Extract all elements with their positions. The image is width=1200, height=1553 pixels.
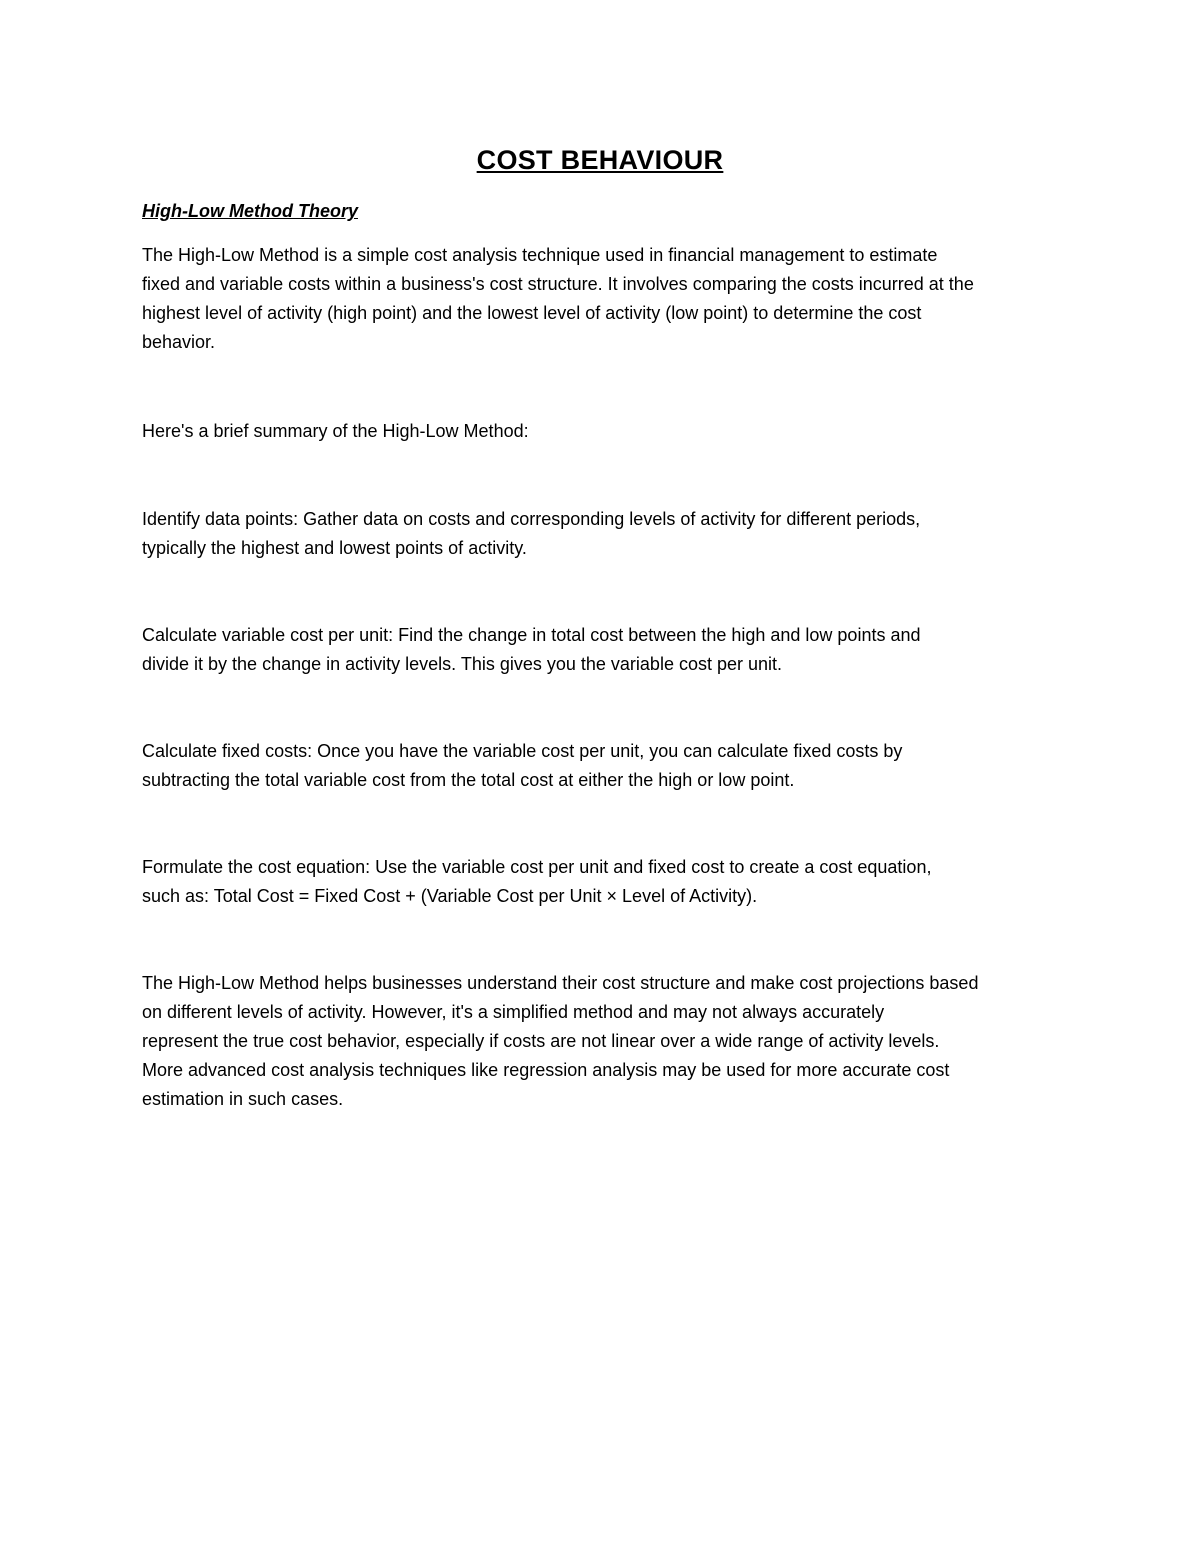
paragraph-line: subtracting the total variable cost from the total cost at either the high or low point.	[142, 770, 795, 790]
paragraph-cost-equation	[142, 853, 1072, 911]
paragraph-line: divide it by the change in activity levels. This gives you the variable cost per unit.	[142, 654, 783, 674]
paragraph-summary-intro	[142, 417, 1072, 446]
paragraph-line: fixed and variable costs within a business's cost structure. It involves comparing the costs incurred at the	[142, 274, 974, 294]
paragraph-line: highest level of activity (high point) and the lowest level of activity (low point) to determine the cost	[142, 303, 922, 323]
paragraph-line: More advanced cost analysis techniques like regression analysis may be used for more accurate cost	[142, 1060, 950, 1080]
paragraph-line: The High-Low Method is a simple cost analysis technique used in financial management to estimate	[142, 245, 938, 265]
document-title: COST BEHAVIOUR	[476, 145, 724, 175]
paragraph-line: Formulate the cost equation: Use the variable cost per unit and fixed cost to create a cost equation,	[142, 857, 932, 877]
paragraph-line: Calculate fixed costs: Once you have the variable cost per unit, you can calculate fixed costs by	[142, 741, 903, 761]
paragraph-introduction	[142, 241, 1072, 357]
paragraph-line: estimation in such cases.	[142, 1089, 344, 1109]
paragraph-conclusion	[142, 969, 1072, 1114]
paragraph-line: on different levels of activity. However, it's a simplified method and may not always accurately	[142, 1002, 885, 1022]
paragraph-line: Calculate variable cost per unit: Find the change in total cost between the high and low points and	[142, 625, 921, 645]
paragraph-identify-data-points	[142, 505, 1072, 563]
paragraph-line: behavior.	[142, 332, 216, 352]
section-heading: High-Low Method Theory	[142, 201, 358, 221]
paragraph-line: such as: Total Cost = Fixed Cost + (Variable Cost per Unit × Level of Activity).	[142, 886, 758, 906]
paragraph-variable-cost	[142, 621, 1072, 679]
paragraph-line: The High-Low Method helps businesses understand their cost structure and make cost projections based	[142, 973, 979, 993]
paragraph-line: Identify data points: Gather data on costs and corresponding levels of activity for different periods,	[142, 509, 921, 529]
paragraph-line: typically the highest and lowest points of activity.	[142, 538, 527, 558]
paragraph-fixed-costs	[142, 737, 1072, 795]
paragraph-line: Here's a brief summary of the High-Low Method:	[142, 421, 529, 441]
paragraph-line: represent the true cost behavior, especially if costs are not linear over a wide range of activity levels.	[142, 1031, 940, 1051]
